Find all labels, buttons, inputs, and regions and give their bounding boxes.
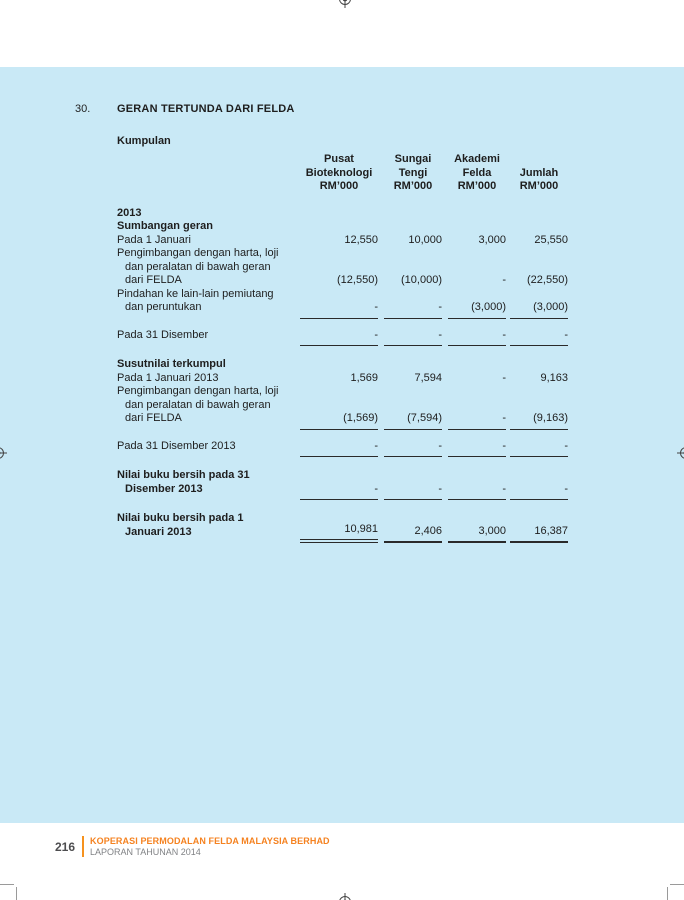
row-label: Pada 1 Januari 2013 xyxy=(117,371,219,384)
row-label: dan peruntukan xyxy=(125,301,202,313)
cell-value: (1,569) xyxy=(300,412,378,430)
cell-value: 9,163 xyxy=(540,371,568,384)
registration-mark-right-icon xyxy=(677,444,684,462)
column-header-akademi-felda: Akademi Felda RM’000 xyxy=(454,153,500,192)
cell-value: - xyxy=(300,301,378,319)
row-label: Sumbangan geran xyxy=(117,220,213,232)
column-header-jumlah: Jumlah RM’000 xyxy=(519,166,559,192)
table-row xyxy=(117,469,577,500)
footer-report-title: LAPORAN TAHUNAN 2014 xyxy=(90,847,201,857)
cell-value: 10,981 xyxy=(300,523,378,544)
note-section xyxy=(75,103,615,543)
cell-value: - xyxy=(384,483,442,501)
footer-text-block xyxy=(90,836,330,857)
table-row xyxy=(117,385,577,430)
registration-mark-left-icon xyxy=(0,444,7,462)
cell-value: - xyxy=(448,483,506,501)
cell-value: - xyxy=(384,440,442,458)
cell-value: - xyxy=(300,329,378,347)
crop-mark-bottom-left-icon xyxy=(0,884,14,885)
cell-value: - xyxy=(384,329,442,347)
table-row xyxy=(117,372,577,386)
cell-value: 7,594 xyxy=(414,371,442,384)
table-row xyxy=(117,247,577,288)
cell-value: 10,000 xyxy=(408,233,442,246)
column-header-pusat-bioteknologi: Pusat Bioteknologi RM’000 xyxy=(305,153,373,192)
row-label: Nilai buku bersih pada 31 xyxy=(117,469,250,481)
row-label: Pada 31 Disember 2013 xyxy=(117,439,236,452)
crop-mark-bottom-right-icon xyxy=(670,884,684,885)
row-label: dari FELDA xyxy=(125,274,182,286)
cell-value: - xyxy=(448,329,506,347)
cell-value: (7,594) xyxy=(384,412,442,430)
page-number: 216 xyxy=(55,839,76,854)
row-label: Pengimbangan dengan harta, loji xyxy=(117,247,279,259)
table-header xyxy=(117,153,577,194)
header-spacer xyxy=(117,153,300,194)
footer-divider xyxy=(82,836,84,857)
grant-table xyxy=(117,153,577,543)
cell-value: 16,387 xyxy=(510,525,568,544)
row-label: Disember 2013 xyxy=(125,482,203,495)
cell-value: - xyxy=(510,483,568,501)
cell-value: 3,000 xyxy=(448,525,506,544)
cell-value: - xyxy=(502,371,506,384)
cell-value: - xyxy=(300,483,378,501)
row-label: Susutnilai terkumpul xyxy=(117,358,226,370)
table-row xyxy=(117,512,577,543)
table-row xyxy=(117,234,577,248)
cell-value: - xyxy=(300,440,378,458)
cell-value: - xyxy=(502,274,506,286)
row-label: Pengimbangan dengan harta, loji xyxy=(117,385,279,397)
cell-value: 2,406 xyxy=(384,525,442,544)
row-label: Pada 1 Januari xyxy=(117,233,191,246)
cell-value: - xyxy=(510,440,568,458)
section-number: 30. xyxy=(75,103,91,115)
cell-value: - xyxy=(384,301,442,319)
row-label: Pada 31 Disember xyxy=(117,328,209,341)
row-label: dan peralatan di bawah geran xyxy=(125,398,271,411)
row-label: Nilai buku bersih pada 1 xyxy=(117,512,244,524)
cell-value: (3,000) xyxy=(448,301,506,319)
cell-value: (3,000) xyxy=(510,301,568,319)
cell-value: (9,163) xyxy=(510,412,568,430)
cell-value: - xyxy=(448,440,506,458)
cell-value: - xyxy=(448,412,506,430)
cell-value: (12,550) xyxy=(337,274,378,286)
footer-org-name: KOPERASI PERMODALAN FELDA MALAYSIA BERHAD xyxy=(90,836,330,846)
row-label: 2013 xyxy=(117,206,142,219)
cell-value: (10,000) xyxy=(401,274,442,286)
table-row-section xyxy=(117,220,577,234)
section-heading xyxy=(75,103,615,117)
table-row xyxy=(117,288,577,319)
crop-mark-bottom-left-icon xyxy=(16,887,17,900)
cell-value: 25,550 xyxy=(534,233,568,246)
cell-value: (22,550) xyxy=(527,274,568,286)
table-row xyxy=(117,440,577,458)
cell-value: 1,569 xyxy=(350,371,378,384)
table-row-section xyxy=(117,358,577,372)
column-header-sungai-tengi: Sungai Tengi RM’000 xyxy=(393,153,433,192)
section-title: GERAN TERTUNDA DARI FELDA xyxy=(117,103,295,115)
cell-value: - xyxy=(510,329,568,347)
row-label: Januari 2013 xyxy=(125,525,192,538)
row-label: dan peralatan di bawah geran xyxy=(125,260,271,273)
group-label: Kumpulan xyxy=(117,134,171,147)
table-row-year xyxy=(117,207,577,221)
table-row xyxy=(117,329,577,347)
registration-mark-top-icon xyxy=(336,0,354,8)
crop-mark-bottom-right-icon xyxy=(667,887,668,900)
cell-value: 3,000 xyxy=(478,233,506,246)
page-footer xyxy=(55,836,330,857)
row-label: dari FELDA xyxy=(125,412,182,424)
row-label: Pindahan ke lain-lain pemiutang xyxy=(117,287,274,300)
registration-mark-bottom-icon xyxy=(336,893,354,900)
cell-value: 12,550 xyxy=(344,233,378,246)
